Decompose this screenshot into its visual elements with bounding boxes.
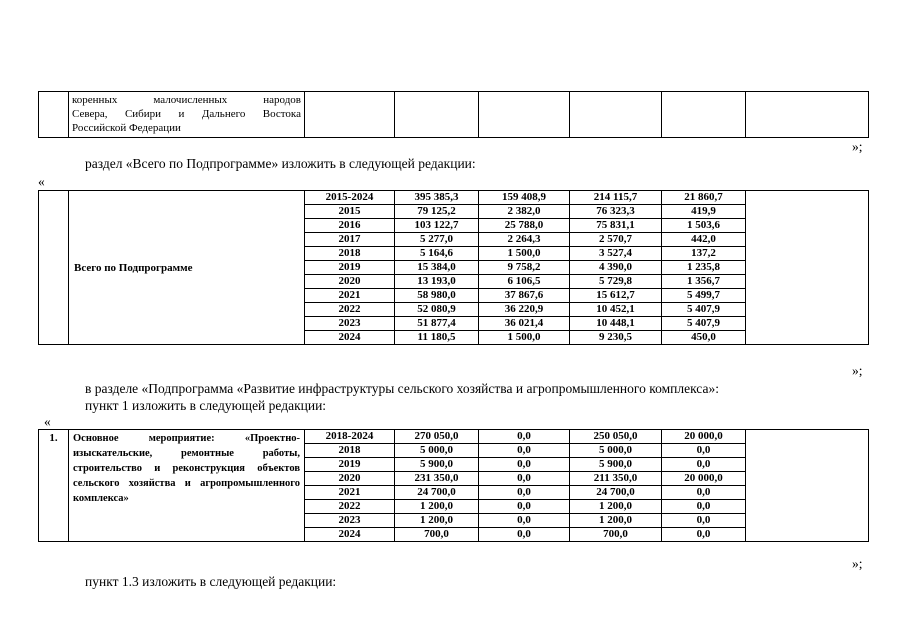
top-description-line: Российской Федерации <box>72 122 181 134</box>
value-cell: 1 500,0 <box>479 247 570 261</box>
total-table <box>38 190 869 345</box>
number-cell <box>39 191 69 345</box>
value-cell: 15 384,0 <box>395 261 479 275</box>
value-cell: 0,0 <box>479 486 570 500</box>
value-cell: 5 407,9 <box>662 317 746 331</box>
item-description: Основное мероприятие: «Проектно-изыскательские, ремонтные работы, строительство и реконструкция объектов сельского хозяйства и агропромышленного комплекса» <box>73 433 300 504</box>
value-cell: 0,0 <box>662 514 746 528</box>
value-cell: 103 122,7 <box>395 219 479 233</box>
item-number: 1. <box>49 432 58 444</box>
value-cell: 4 390,0 <box>570 261 662 275</box>
value-cell: 0,0 <box>662 528 746 542</box>
value-cell: 79 125,2 <box>395 205 479 219</box>
open-quote: « <box>44 414 51 429</box>
value-cell: 5 900,0 <box>395 458 479 472</box>
value-cell: 0,0 <box>479 430 570 444</box>
total-label-cell <box>69 191 305 345</box>
top-description-line: коренных малочисленных народов <box>72 94 301 106</box>
value-cell: 1 200,0 <box>570 514 662 528</box>
table-row <box>39 430 869 444</box>
value-cell: 214 115,7 <box>570 191 662 205</box>
value-cell: 20 000,0 <box>662 472 746 486</box>
value-cell: 58 980,0 <box>395 289 479 303</box>
value-cell: 1 200,0 <box>395 500 479 514</box>
year-cell: 2019 <box>305 261 395 275</box>
value-cell: 0,0 <box>662 500 746 514</box>
value-cell: 1 503,6 <box>662 219 746 233</box>
close-quote: »; <box>852 556 863 571</box>
section-text: пункт 1.3 изложить в следующей редакции: <box>85 574 337 589</box>
value-cell: 5 407,9 <box>662 303 746 317</box>
value-cell: 395 385,3 <box>395 191 479 205</box>
top-number-cell <box>39 92 69 138</box>
value-cell: 1 500,0 <box>479 331 570 345</box>
value-cell: 36 220,9 <box>479 303 570 317</box>
year-cell: 2020 <box>305 275 395 289</box>
value-cell: 52 080,9 <box>395 303 479 317</box>
value-cell: 24 700,0 <box>395 486 479 500</box>
value-cell: 442,0 <box>662 233 746 247</box>
value-cell: 450,0 <box>662 331 746 345</box>
year-cell: 2015-2024 <box>305 191 395 205</box>
value-cell: 0,0 <box>479 500 570 514</box>
value-cell: 270 050,0 <box>395 430 479 444</box>
item-table <box>38 429 869 542</box>
value-cell: 250 050,0 <box>570 430 662 444</box>
value-cell: 419,9 <box>662 205 746 219</box>
value-cell: 159 408,9 <box>479 191 570 205</box>
value-cell: 5 277,0 <box>395 233 479 247</box>
total-label: Всего по Подпрограмме <box>74 261 193 274</box>
section-text: раздел «Всего по Подпрограмме» изложить в следующей редакции: <box>85 156 476 171</box>
value-cell: 36 021,4 <box>479 317 570 331</box>
value-cell: 9 758,2 <box>479 261 570 275</box>
empty-cell <box>746 430 869 542</box>
value-cell: 5 729,8 <box>570 275 662 289</box>
value-cell: 11 180,5 <box>395 331 479 345</box>
value-cell: 25 788,0 <box>479 219 570 233</box>
year-cell: 2017 <box>305 233 395 247</box>
value-cell: 700,0 <box>395 528 479 542</box>
value-cell: 0,0 <box>479 444 570 458</box>
value-cell: 15 612,7 <box>570 289 662 303</box>
value-cell: 1 356,7 <box>662 275 746 289</box>
year-cell: 2022 <box>305 500 395 514</box>
value-cell: 5 000,0 <box>570 444 662 458</box>
value-cell: 5 164,6 <box>395 247 479 261</box>
year-cell: 2024 <box>305 331 395 345</box>
value-cell: 1 200,0 <box>395 514 479 528</box>
value-cell: 24 700,0 <box>570 486 662 500</box>
value-cell: 0,0 <box>662 444 746 458</box>
year-cell: 2023 <box>305 317 395 331</box>
top-table <box>38 91 869 138</box>
section-text: пункт 1 изложить в следующей редакции: <box>85 398 327 413</box>
value-cell: 0,0 <box>479 528 570 542</box>
year-cell: 2022 <box>305 303 395 317</box>
year-cell: 2021 <box>305 486 395 500</box>
value-cell: 75 831,1 <box>570 219 662 233</box>
value-cell: 137,2 <box>662 247 746 261</box>
value-cell: 37 867,6 <box>479 289 570 303</box>
table-row <box>39 191 869 205</box>
value-cell: 76 323,3 <box>570 205 662 219</box>
year-cell: 2018 <box>305 247 395 261</box>
value-cell: 51 877,4 <box>395 317 479 331</box>
value-cell: 0,0 <box>479 514 570 528</box>
value-cell: 3 527,4 <box>570 247 662 261</box>
value-cell: 1 200,0 <box>570 500 662 514</box>
value-cell: 5 900,0 <box>570 458 662 472</box>
value-cell: 5 000,0 <box>395 444 479 458</box>
year-cell: 2019 <box>305 458 395 472</box>
value-cell: 211 350,0 <box>570 472 662 486</box>
year-cell: 2015 <box>305 205 395 219</box>
empty-cell <box>746 191 869 345</box>
value-cell: 21 860,7 <box>662 191 746 205</box>
value-cell: 5 499,7 <box>662 289 746 303</box>
top-description-line: Севера, Сибири и Дальнего Востока <box>72 108 301 120</box>
item-description-cell <box>69 430 305 542</box>
value-cell: 2 382,0 <box>479 205 570 219</box>
value-cell: 10 452,1 <box>570 303 662 317</box>
close-quote: »; <box>852 363 863 378</box>
value-cell: 0,0 <box>662 458 746 472</box>
year-cell: 2018-2024 <box>305 430 395 444</box>
open-quote: « <box>38 174 45 189</box>
value-cell: 700,0 <box>570 528 662 542</box>
value-cell: 0,0 <box>479 458 570 472</box>
year-cell: 2021 <box>305 289 395 303</box>
value-cell: 2 570,7 <box>570 233 662 247</box>
value-cell: 0,0 <box>662 486 746 500</box>
value-cell: 231 350,0 <box>395 472 479 486</box>
value-cell: 6 106,5 <box>479 275 570 289</box>
value-cell: 20 000,0 <box>662 430 746 444</box>
value-cell: 1 235,8 <box>662 261 746 275</box>
year-cell: 2023 <box>305 514 395 528</box>
top-description-cell <box>69 92 305 138</box>
value-cell: 2 264,3 <box>479 233 570 247</box>
close-quote: »; <box>852 139 863 154</box>
section-text: в разделе «Подпрограмма «Развитие инфраструктуры сельского хозяйства и агропромышленного комплекса»: <box>85 381 719 396</box>
item-number-cell <box>39 430 69 542</box>
year-cell: 2024 <box>305 528 395 542</box>
value-cell: 13 193,0 <box>395 275 479 289</box>
year-cell: 2018 <box>305 444 395 458</box>
year-cell: 2020 <box>305 472 395 486</box>
year-cell: 2016 <box>305 219 395 233</box>
value-cell: 0,0 <box>479 472 570 486</box>
value-cell: 10 448,1 <box>570 317 662 331</box>
value-cell: 9 230,5 <box>570 331 662 345</box>
